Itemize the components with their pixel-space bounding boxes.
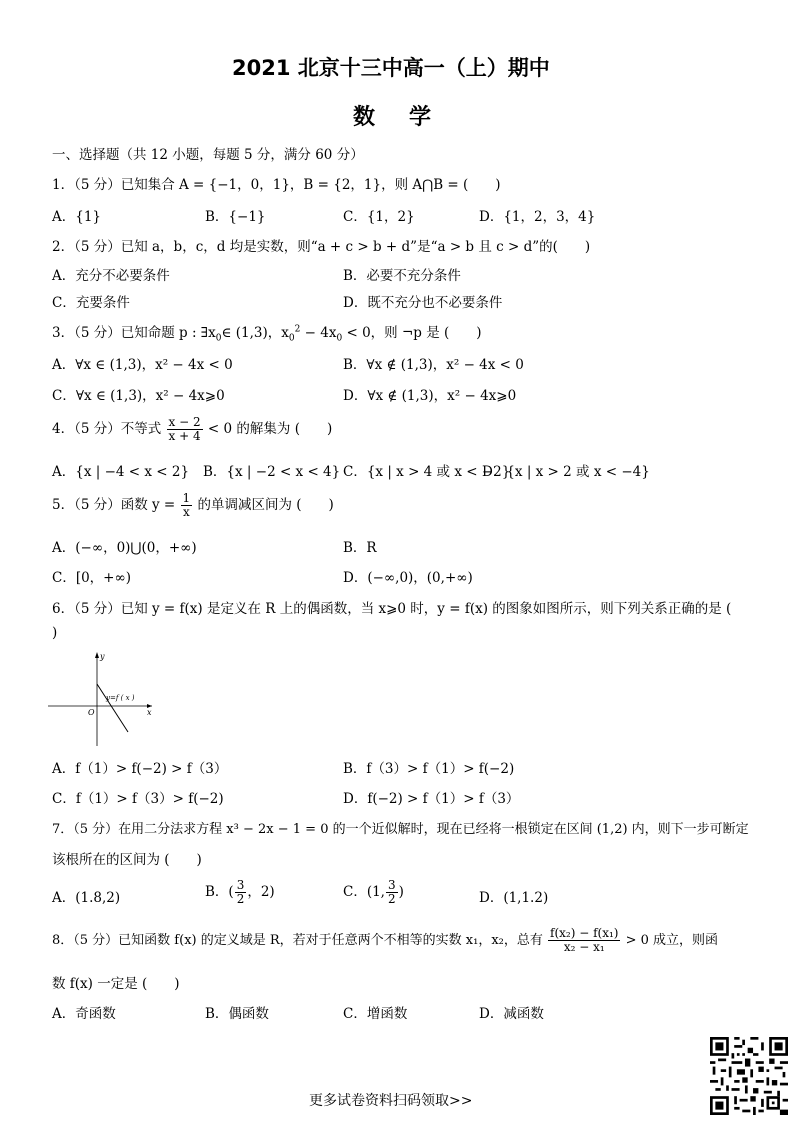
q3-option-a: A．∀x ∈ (1,3)，x² − 4x < 0 (52, 357, 233, 373)
q1-option-b: B．{−1} (205, 209, 266, 225)
q2-option-b: B．必要不充分条件 (343, 268, 461, 284)
q7-option-a: A．(1.8,2) (52, 890, 121, 906)
q5-option-b: B．R (343, 540, 377, 556)
q8-option-d: D．减函数 (479, 1006, 544, 1022)
q6-stem-line2: ) (52, 625, 58, 641)
y-axis-arrow (95, 652, 99, 658)
q4-option-d: D．{x | x > 2 或 x < −4} (482, 464, 650, 480)
q6-option-d: D．f(−2) > f（1）> f（3） (343, 791, 520, 807)
q8-option-c: C．增函数 (343, 1006, 408, 1022)
q5-fraction: $\frac{1}{x}$ (182, 491, 191, 519)
q4-fraction: $\frac{x - 2}{x + 4}$ (168, 415, 201, 443)
q3-option-d: D．∀x ∉ (1,3)，x² − 4x⩾0 (343, 388, 517, 404)
q7-stem-line2: 该根所在的区间为 ( ) (52, 852, 202, 868)
q8-option-a: A．奇函数 (52, 1006, 116, 1022)
q2-stem: 2．（5 分）已知 a，b，c，d 均是实数，则“a + c > b + d”是“a > b 且 c > d”的( ) (52, 239, 591, 255)
q7-option-c: C．(1, $\frac{3}{2}$ ) (343, 878, 404, 906)
q7-option-d: D．(1,1.2) (479, 890, 549, 906)
q5-option-a: A．(−∞，0)⋃(0，+∞) (52, 540, 197, 556)
q6-option-c: C．f（1）> f（3）> f(−2) (52, 791, 224, 807)
section-heading: 一、选择题（共 12 小题，每题 5 分，满分 60 分） (52, 147, 364, 163)
q3-option-b: B．∀x ∉ (1,3)，x² − 4x < 0 (343, 357, 524, 373)
q5-stem: 5．（5 分）函数 y = $\frac{1}{x}$ 的单调减区间为 ( ) (52, 491, 334, 519)
graph-y-label: y (100, 652, 105, 661)
q2-option-d: D．既不充分也不必要条件 (343, 295, 503, 311)
q7-stem-line1: 7．（5 分）在用二分法求方程 x³ − 2x − 1 = 0 的一个近似解时，现在已经将一根锁定在区间 (1,2) 内，则下一步可断定 (52, 822, 749, 837)
q6-option-a: A．f（1）> f(−2) > f（3） (52, 761, 228, 777)
q5-option-c: C．[0，+∞) (52, 570, 132, 586)
page-title: 2021 北京十三中高一（上）期中 (232, 56, 550, 80)
q1-option-c: C．{1，2} (343, 209, 415, 225)
q2-option-a: A．充分不必要条件 (52, 268, 170, 284)
footer-link[interactable]: 更多试卷资料扫码领取>> (309, 1093, 473, 1109)
q4-option-c: C．{x | x > 4 或 x < −2} (343, 464, 511, 480)
q7-option-b: B．( $\frac{3}{2}$ ，2) (205, 878, 275, 906)
subject-title: 数学 (353, 105, 466, 130)
q6-option-b: B．f（3）> f（1）> f(−2) (343, 761, 515, 777)
q1-stem: 1．（5 分）已知集合 A = {−1，0，1}，B = {2，1}，则 A⋂B = ( ) (52, 177, 501, 193)
graph-x-label: x (147, 708, 152, 717)
q4-stem: 4．（5 分）不等式 $\frac{x - 2}{x + 4}$ < 0 的解集为 ( ) (52, 415, 333, 443)
q4-option-b: B．{x | −2 < x < 4} (203, 464, 341, 480)
q8-stem: 8．（5 分）已知函数 f(x) 的定义域是 R，若对于任意两个不相等的实数 x₁，x₂，总有 $\frac{\text{f(x₂) − f(x₁)}}{\text{x₂ − x₁}}$ > 0 成立，则函 (52, 926, 719, 954)
graph-function-label: y=f ( x ) (106, 694, 135, 702)
q6-stem-line1: 6．（5 分）已知 y = f(x) 是定义在 R 上的偶函数，当 x⩾0 时，y = f(x) 的图象如图所示，则下列关系正确的是 ( (52, 601, 732, 617)
qr-code-icon[interactable] (710, 1037, 788, 1115)
q8-stem-line2: 数 f(x) 一定是 ( ) (52, 976, 180, 992)
q3-option-c: C．∀x ∈ (1,3)，x² − 4x⩾0 (52, 388, 225, 404)
q4-option-a: A．{x | −4 < x < 2} (52, 464, 190, 480)
q5-option-d: D．(−∞,0)，(0,+∞) (343, 570, 473, 586)
q3-stem: 3．（5 分）已知命题 p : $\exists x_0\in$ (1,3)，$x_0^2 - 4x_0 < 0$，则 ¬p 是 ( ) (52, 324, 482, 344)
q8-option-b: B．偶函数 (205, 1006, 269, 1022)
function-line (97, 684, 128, 732)
q6-graph (48, 648, 158, 748)
q1-option-a: A．{1} (52, 209, 102, 225)
graph-origin-label: O (88, 708, 95, 717)
q8-fraction: $\frac{\text{f(x₂) − f(x₁)}}{\text{x₂ − x₁}}$ (550, 926, 619, 954)
q2-option-c: C．充要条件 (52, 295, 130, 311)
q1-option-d: D．{1，2，3，4} (479, 209, 596, 225)
